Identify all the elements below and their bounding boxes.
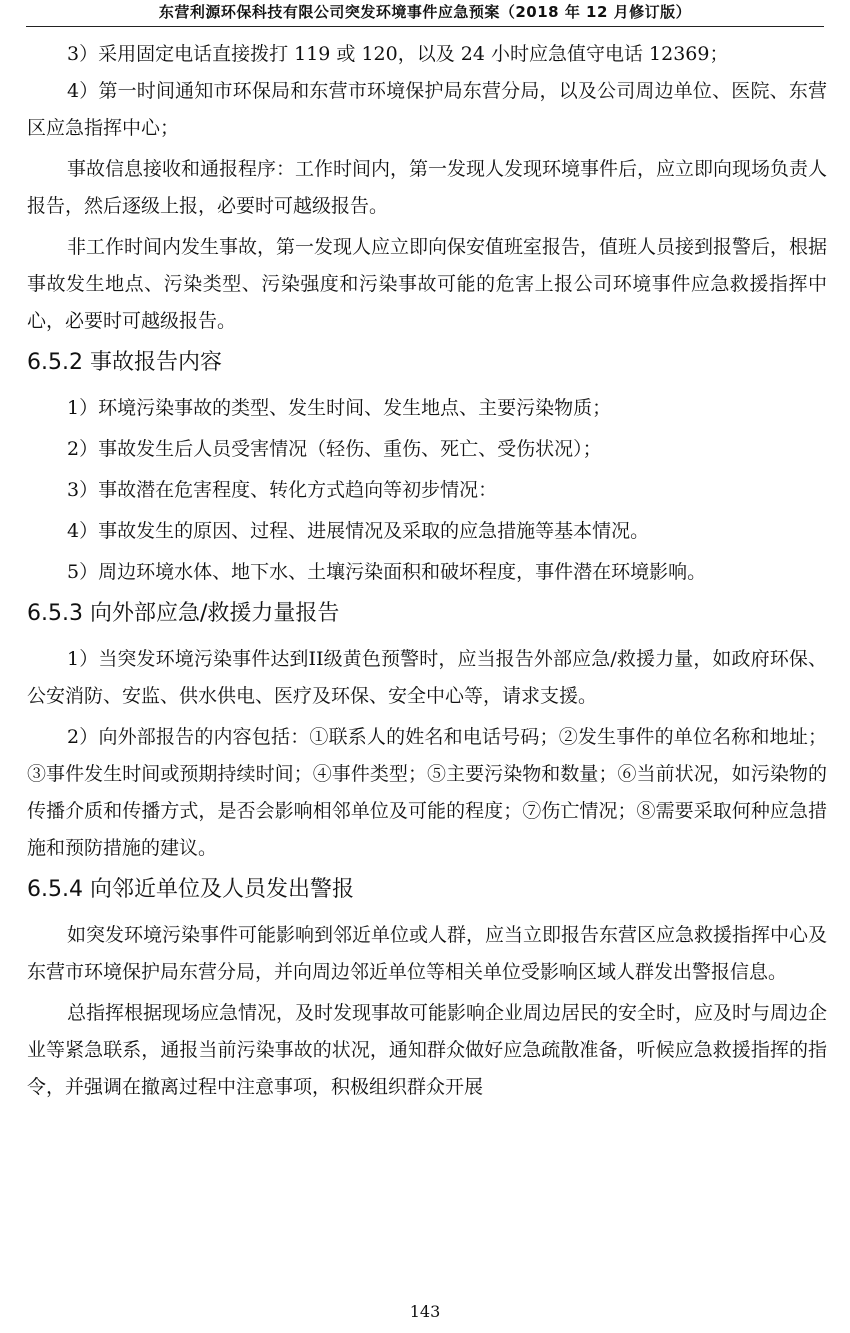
running-header: 东营利源环保科技有限公司突发环境事件应急预案（2018 年 12 月修订版） bbox=[26, 0, 824, 27]
section-heading-6-5-2: 6.5.2 事故报告内容 bbox=[27, 350, 222, 375]
list-item: 5）周边环境水体、地下水、土壤污染面积和破坏程度，事件潜在环境影响。 bbox=[67, 561, 707, 583]
paragraph-external-report: 1）当突发环境污染事件达到II级黄色预警时，应当报告外部应急/救援力量，如政府环保、公安消防、安监、供水供电、医疗及环保、安全中心等，请求支援。 bbox=[27, 648, 827, 707]
paragraph-commander-action: 总指挥根据现场应急情况，及时发现事故可能影响企业周边居民的安全时，应及时与周边企业等紧急联系，通报当前污染事故的状况，通知群众做好应急疏散准备，听候应急救援指挥的指令，并强调在撤离过程中注意事项，积极组织群众开展 bbox=[27, 1002, 828, 1098]
list-item: 3）事故潜在危害程度、转化方式趋向等初步情况： bbox=[67, 479, 498, 501]
page-number: 143 bbox=[409, 1302, 441, 1321]
list-item: 4）事故发生的原因、过程、进展情况及采取的应急措施等基本情况。 bbox=[67, 520, 650, 542]
paragraph-after-hours: 非工作时间内发生事故，第一发现人应立即向保安值班室报告，值班人员接到报警后，根据事故发生地点、污染类型、污染强度和污染事故可能的危害上报公司环境事件应急救援指挥中心，必要时可越级报告。 bbox=[27, 236, 828, 332]
section-heading-6-5-4: 6.5.4 向邻近单位及人员发出警报 bbox=[27, 877, 354, 902]
section-heading-6-5-3: 6.5.3 向外部应急/救援力量报告 bbox=[27, 601, 340, 626]
paragraph-external-report-content: 2）向外部报告的内容包括：①联系人的姓名和电话号码；②发生事件的单位名称和地址；③事件发生时间或预期持续时间；④事件类型；⑤主要污染物和数量；⑥当前状况，如污染物的传播介质和传播方式，是否会影响相邻单位及可能的程度；⑦伤亡情况；⑧需要采取何种应急措施和预防措施的建议。 bbox=[27, 726, 827, 859]
paragraph-reporting-procedure: 事故信息接收和通报程序：工作时间内，第一发现人发现环境事件后，应立即向现场负责人报告，然后逐级上报，必要时可越级报告。 bbox=[27, 158, 828, 217]
paragraph-notify-units: 4）第一时间通知市环保局和东营市环境保护局东营分局，以及公司周边单位、医院、东营区应急指挥中心； bbox=[27, 80, 827, 139]
list-item: 1）环境污染事故的类型、发生时间、发生地点、主要污染物质； bbox=[67, 397, 612, 419]
paragraph-neighbor-alert: 如突发环境污染事件可能影响到邻近单位或人群，应当立即报告东营区应急救援指挥中心及东营市环境保护局东营分局，并向周边邻近单位等相关单位受影响区域人群发出警报信息。 bbox=[27, 924, 828, 983]
page-body bbox=[27, 36, 827, 1106]
paragraph-phone-call: 3）采用固定电话直接拨打 119 或 120，以及 24 小时应急值守电话 12369； bbox=[67, 43, 729, 65]
list-item: 2）事故发生后人员受害情况（轻伤、重伤、死亡、受伤状况）； bbox=[67, 438, 602, 460]
